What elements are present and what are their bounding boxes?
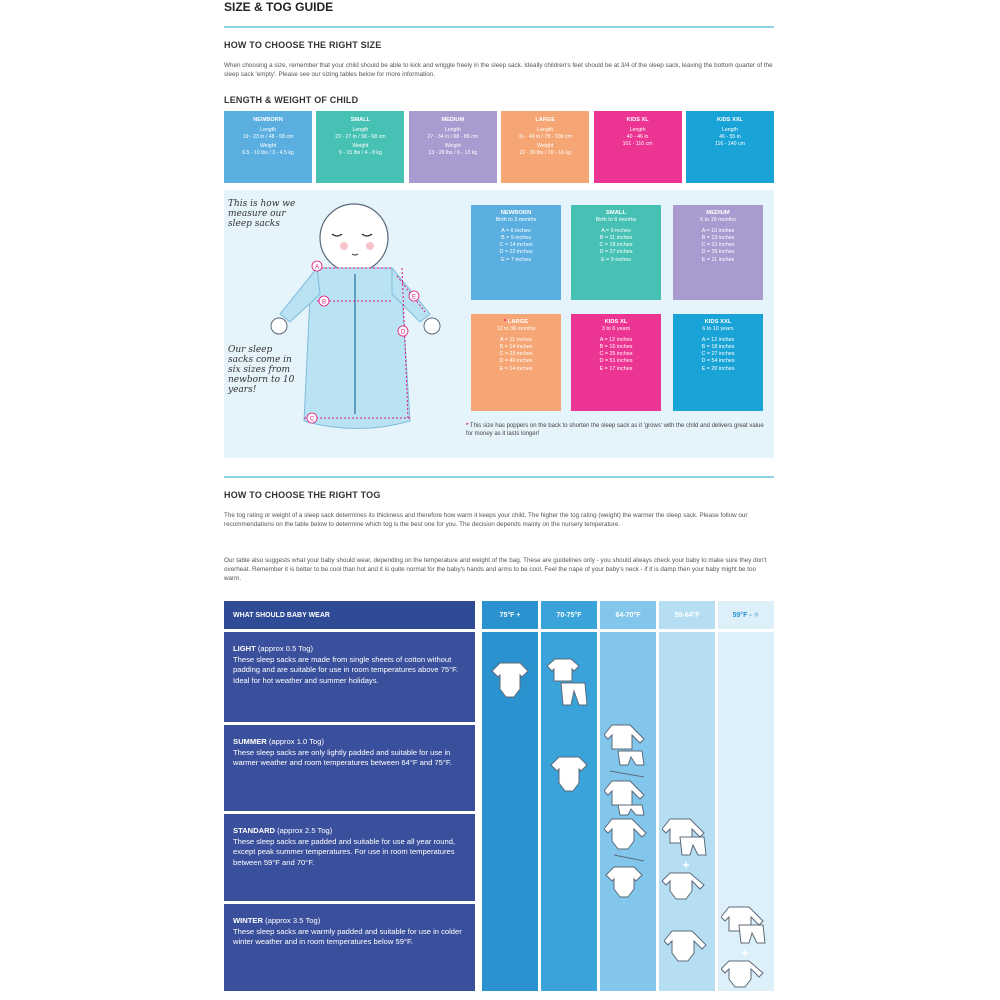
tog-row-text: These sleep sacks are warmly padded and suitable for use in colder winter weather and in room temperatures below 59°F. xyxy=(233,926,462,946)
measure-card-name xyxy=(471,319,561,326)
size-card-name: LARGE xyxy=(535,117,555,123)
measure-card-age: 12 to 36 months xyxy=(496,326,536,333)
size-card-weight: 13 - 29 lbs / 6 - 13 kg xyxy=(428,150,478,156)
tog-paragraph-1: The tog rating or weight of a sleep sack determines its thickness and therefore how warm it keeps your child. The higher the tog rating (weight) the warmer the sleep sack. Please follow our recommendations on the table below to determine which tog is the best one for you. The decision depends mainly on the nursery temperature. xyxy=(224,512,748,528)
temp-header: 64-70°F xyxy=(600,601,656,629)
snowflake-icon: ❄ xyxy=(753,612,760,619)
measure-point-a: A xyxy=(314,264,320,271)
tog-row-text: These sleep sacks are only lightly padded and suitable for use in warmer weather and room temperatures between 64°F and 75°F. xyxy=(233,747,452,767)
tog-table xyxy=(224,601,774,991)
measure-card-name: NEWBORN xyxy=(500,210,532,216)
wear-header: WHAT SHOULD BABY WEAR xyxy=(224,601,475,629)
measure-line: D = 54 inches xyxy=(701,358,735,365)
temp-header: 75°F + xyxy=(482,601,538,629)
measure-point-d: D xyxy=(400,329,406,336)
long-sleeve-outfit-icon xyxy=(604,721,652,816)
measure-card-name-text: LARGE xyxy=(507,319,529,325)
measure-card-name: KIDS XXL xyxy=(704,319,732,325)
measure-line: B = 14 inches xyxy=(499,343,533,350)
size-card-weight: 9 - 15 lbs / 4 - 8 kg xyxy=(338,150,382,156)
measure-card-name: MEDIUM xyxy=(706,210,730,216)
tog-row-rating: (approx 1.0 Tog) xyxy=(266,737,325,746)
page-title: SIZE & TOG GUIDE xyxy=(224,0,334,14)
measure-point-e: E xyxy=(411,294,417,301)
measure-card-age: Birth to 3 months xyxy=(495,217,537,224)
size-card-length: 31 - 40 in / 78 - 100 cm xyxy=(518,134,572,140)
measure-line: A = 12 inches xyxy=(599,336,633,343)
long-sleeve-bodysuit-icon xyxy=(604,815,652,900)
measure-card-name: SMALL xyxy=(606,210,626,216)
size-card-weight: 6.5 - 10 lbs / 3 - 4.5 kg xyxy=(242,150,294,156)
measure-line: D = 27 inches xyxy=(599,249,633,256)
measure-line: B = 16 inches xyxy=(599,343,633,350)
measure-point-b: B xyxy=(321,299,327,306)
footnote-star: * xyxy=(466,423,469,429)
measure-line: D = 51 inches xyxy=(599,358,633,365)
size-card-length: 46 - 55 in xyxy=(719,134,741,140)
measure-card-newborn xyxy=(471,205,561,300)
measure-line: E = 7 inches xyxy=(501,256,531,263)
svg-text:+: + xyxy=(741,946,749,960)
measure-line: E = 17 inches xyxy=(599,365,633,372)
size-card-weight: 101 - 116 cm xyxy=(622,141,653,147)
measure-card-kids-xl xyxy=(571,314,661,411)
tog-row-rating: (approx 3.5 Tog) xyxy=(262,916,321,925)
measure-line: A = 6 inches xyxy=(501,227,531,234)
size-card-length: 27 - 34 in / 68 - 86 cm xyxy=(427,134,479,140)
measure-line: E = 9 inches xyxy=(601,256,631,263)
footnote-text: This size has poppers on the back to shorten the sleep sack as it 'grows' with the child and delivers great value for money as it lasts longer! xyxy=(466,423,764,437)
tog-paragraph-2: Our table also suggests what your baby should wear, depending on the temperature and weight of the bag. These are guidelines only - you should always check your baby to make sure they don't overheat. Remember it is better to be cool than hot and it is quite normal for the baby's hands and arms to be cool. Feel the nape of your baby's neck - if it is damp then your baby might be too warm. xyxy=(224,557,767,582)
temp-header-text: 59°F - xyxy=(732,611,752,619)
measure-card-age: 6 to 18 months xyxy=(700,217,736,224)
measure-note-top: This is how we measure our sleep sacks xyxy=(228,199,296,229)
size-card-kids-xxl xyxy=(686,111,774,183)
size-card-weight: 22 - 36 lbs / 10 - 16 kg xyxy=(519,150,571,156)
length-weight-heading: LENGTH & WEIGHT OF CHILD xyxy=(224,95,359,105)
size-card-name: MEDIUM xyxy=(441,117,465,123)
size-card-row xyxy=(224,111,774,183)
section-divider xyxy=(224,476,774,478)
measure-line: E = 14 inches xyxy=(499,365,533,372)
measure-line: B = 18 inches xyxy=(701,343,735,350)
measure-line: A = 12 inches xyxy=(701,336,735,343)
tog-row-text: These sleep sacks are padded and suitable for use all year round, except peak summer temperatures. For use in room temperatures between 59°F and 70°F. xyxy=(233,836,456,867)
measure-card-age: 6 to 10 years xyxy=(702,326,734,333)
tog-section-heading: HOW TO CHOOSE THE RIGHT TOG xyxy=(224,490,381,500)
title-divider xyxy=(224,26,774,28)
measure-card-age: Birth to 6 months xyxy=(595,217,637,224)
size-card-weight-label: Weight xyxy=(537,143,554,149)
measure-line: B = 13 inches xyxy=(701,234,735,241)
measure-card-name: KIDS XL xyxy=(604,319,628,325)
bodysuit-icon xyxy=(490,659,530,701)
measure-card-star: * xyxy=(503,319,507,325)
size-card-name: KIDS XL xyxy=(626,117,649,123)
size-card-newborn xyxy=(224,111,312,183)
size-card-name: KIDS XXL xyxy=(717,117,743,123)
size-card-small xyxy=(316,111,404,183)
size-card-weight-label: Weight xyxy=(352,143,369,149)
measure-line: A = 10 inches xyxy=(701,227,735,234)
size-card-length: 23 - 27 in / 58 - 68 cm xyxy=(335,134,386,140)
measure-line: C = 21 inches xyxy=(701,242,735,249)
tog-row-name: SUMMER xyxy=(233,737,267,746)
tog-row-name: STANDARD xyxy=(233,826,276,835)
measure-line: C = 27 inches xyxy=(701,351,735,358)
tog-row-name: LIGHT xyxy=(233,644,256,653)
measure-line: C = 23 inches xyxy=(499,351,533,358)
poppers-footnote xyxy=(466,422,771,438)
measure-line: D = 35 inches xyxy=(701,249,735,256)
measure-note-bottom: Our sleep sacks come in six sizes from newborn to 10 years! xyxy=(228,345,295,395)
size-card-length-label: Length xyxy=(352,127,369,133)
measure-line: D = 22 inches xyxy=(499,249,533,256)
winter-layered-outfit-icon xyxy=(721,903,773,989)
bodysuit-icon xyxy=(549,753,589,795)
size-card-weight: 116 - 140 cm xyxy=(715,141,745,147)
measure-point-c: C xyxy=(309,416,315,423)
tog-row-rating: (approx 0.5 Tog) xyxy=(255,644,314,653)
layered-outfit-icon xyxy=(662,815,714,901)
measure-line: B = 9 inches xyxy=(501,234,531,241)
measure-line: E = 20 inches xyxy=(701,365,735,372)
tog-row-summer xyxy=(224,725,475,811)
size-card-length-label: Length xyxy=(629,127,646,133)
measure-line: C = 14 inches xyxy=(499,242,533,249)
measure-line: B = 11 inches xyxy=(599,234,633,241)
measure-line: A = 11 inches xyxy=(499,336,533,343)
measure-line: E = 11 inches xyxy=(701,256,735,263)
measure-card-small xyxy=(571,205,661,300)
size-card-weight-label: Weight xyxy=(259,143,277,149)
size-card-name: SMALL xyxy=(350,117,371,123)
size-card-length-label: Length xyxy=(444,127,461,133)
tog-row-rating: (approx 2.5 Tog) xyxy=(275,826,333,835)
long-sleeve-bodysuit-icon xyxy=(664,927,712,967)
measure-line: C = 25 inches xyxy=(599,351,633,358)
measure-card-large xyxy=(471,314,561,411)
measure-card-medium xyxy=(673,205,763,300)
size-card-medium xyxy=(409,111,497,183)
tog-row-light xyxy=(224,632,475,722)
size-card-kids-xl xyxy=(594,111,682,183)
size-section-heading: HOW TO CHOOSE THE RIGHT SIZE xyxy=(224,40,382,50)
tog-row-winter xyxy=(224,904,475,991)
size-card-length: 40 - 46 in xyxy=(626,134,649,140)
svg-text:+: + xyxy=(682,858,690,872)
size-card-length-label: Length xyxy=(537,127,554,133)
size-card-length-label: Length xyxy=(260,127,276,133)
measure-line: A = 9 inches xyxy=(601,227,631,234)
size-section-paragraph: When choosing a size, remember that your child should be able to kick and wriggle freely in the sleep sack. Ideally children's feet should be at 3/4 of the sleep sack, leaving the bottom quarter of the sleep sack 'empty'. Please see our sizing tables below for more information. xyxy=(224,62,773,78)
size-card-length: 19 - 23 in / 48 - 58 cm xyxy=(242,134,294,140)
sleep-sack-illustration xyxy=(262,196,462,446)
tog-row-text: These sleep sacks are made from single sheets of cotton without padding and are suitable for use in room temperatures above 75°F. Ideal for hot weather and summer holidays. xyxy=(233,654,459,685)
temp-header: 59-64°F xyxy=(659,601,715,629)
tog-row-name: WINTER xyxy=(233,916,263,925)
temp-header: 70-75°F xyxy=(541,601,597,629)
temp-header xyxy=(718,601,774,629)
measure-line: D = 40 inches xyxy=(499,358,533,365)
tog-row-standard xyxy=(224,814,475,901)
measure-card-kids-xxl xyxy=(673,314,763,411)
size-card-length-label: Length xyxy=(722,127,738,133)
size-card-large xyxy=(501,111,589,183)
measure-card-age: 3 to 6 years xyxy=(601,326,631,333)
shirt-and-pants-icon xyxy=(547,657,591,709)
size-card-name: NEWBORN xyxy=(253,117,283,123)
measure-line: C = 18 inches xyxy=(599,242,633,249)
size-card-weight-label: Weight xyxy=(444,143,461,149)
